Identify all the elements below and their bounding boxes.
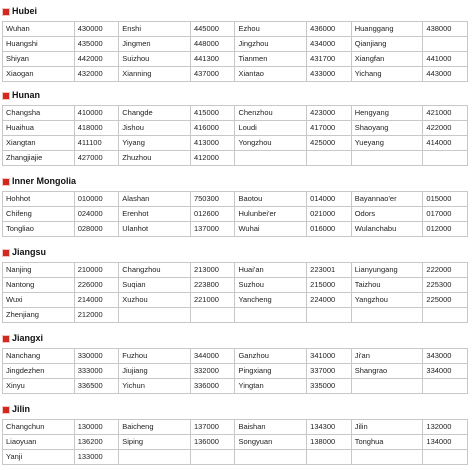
postal-code-cell: 214000 <box>74 293 119 308</box>
city-name-cell: Ji'an <box>351 349 423 364</box>
postal-code-cell: 448000 <box>190 37 235 52</box>
postal-code-cell: 133000 <box>74 450 119 465</box>
postal-code-cell: 224000 <box>307 293 352 308</box>
postal-code-cell: 423000 <box>307 106 352 121</box>
postal-code-cell: 134300 <box>307 420 352 435</box>
bullet-square-icon <box>2 8 10 16</box>
city-name-cell: Nantong <box>3 278 75 293</box>
city-name-cell: Baotou <box>235 192 307 207</box>
city-name-cell: Yongzhou <box>235 136 307 151</box>
postal-code-cell: 021000 <box>307 207 352 222</box>
city-name-cell <box>119 450 191 465</box>
postal-code-cell: 024000 <box>74 207 119 222</box>
postal-code-cell <box>307 151 352 166</box>
city-name-cell: Xianning <box>119 67 191 82</box>
city-name-cell: Songyuan <box>235 435 307 450</box>
city-name-cell: Jingmen <box>119 37 191 52</box>
postal-code-cell: 012000 <box>423 222 468 237</box>
city-name-cell: Yingtan <box>235 379 307 394</box>
city-name-cell: Pingxiang <box>235 364 307 379</box>
postal-code-cell: 012600 <box>190 207 235 222</box>
bullet-square-icon <box>2 249 10 257</box>
city-name-cell: Zhuzhou <box>119 151 191 166</box>
city-name-cell: Yanji <box>3 450 75 465</box>
table-row <box>3 121 468 136</box>
postal-code-cell: 422000 <box>423 121 468 136</box>
postal-code-cell: 336000 <box>190 379 235 394</box>
city-name-cell: Hengyang <box>351 106 423 121</box>
city-name-cell: Xiantao <box>235 67 307 82</box>
city-name-cell: Zhangjiajie <box>3 151 75 166</box>
postal-code-cell: 443000 <box>423 67 468 82</box>
postal-code-cell: 015000 <box>423 192 468 207</box>
city-name-cell: Huanggang <box>351 22 423 37</box>
city-name-cell: Chenzhou <box>235 106 307 121</box>
city-name-cell: Erenhot <box>119 207 191 222</box>
city-name-cell: Wuhan <box>3 22 75 37</box>
postal-code-cell: 137000 <box>190 420 235 435</box>
postal-code-cell: 436000 <box>307 22 352 37</box>
postal-code-cell: 010000 <box>74 192 119 207</box>
section-header <box>0 174 470 189</box>
postal-code-cell: 427000 <box>74 151 119 166</box>
postal-code-cell: 136000 <box>190 435 235 450</box>
city-name-cell: Suqian <box>119 278 191 293</box>
city-name-cell <box>235 450 307 465</box>
postal-code-cell: 225000 <box>423 293 468 308</box>
city-postal-table <box>2 348 468 394</box>
postal-code-cell: 334000 <box>423 364 468 379</box>
postal-code-cell: 430000 <box>74 22 119 37</box>
section-header <box>0 245 470 260</box>
province-title: Inner Mongolia <box>12 176 76 186</box>
postal-code-cell: 226000 <box>74 278 119 293</box>
postal-code-cell: 017000 <box>423 207 468 222</box>
postal-code-cell <box>190 308 235 323</box>
postal-code-cell: 435000 <box>74 37 119 52</box>
bullet-square-icon <box>2 335 10 343</box>
city-name-cell: Loudi <box>235 121 307 136</box>
city-name-cell: Jilin <box>351 420 423 435</box>
postal-code-cell: 014000 <box>307 192 352 207</box>
city-name-cell: Siping <box>119 435 191 450</box>
city-name-cell: Changchun <box>3 420 75 435</box>
city-name-cell: Suizhou <box>119 52 191 67</box>
city-name-cell: Baicheng <box>119 420 191 435</box>
table-row <box>3 263 468 278</box>
table-row <box>3 136 468 151</box>
city-name-cell: Shangrao <box>351 364 423 379</box>
city-name-cell: Lianyungang <box>351 263 423 278</box>
province-section <box>0 402 470 461</box>
city-name-cell: Hohhot <box>3 192 75 207</box>
city-name-cell: Zhenjiang <box>3 308 75 323</box>
city-name-cell: Jiujiang <box>119 364 191 379</box>
city-name-cell: Changsha <box>3 106 75 121</box>
city-name-cell: Shiyan <box>3 52 75 67</box>
postal-code-cell: 445000 <box>190 22 235 37</box>
city-name-cell: Jishou <box>119 121 191 136</box>
city-name-cell: Wuhai <box>235 222 307 237</box>
postal-code-cell: 418000 <box>74 121 119 136</box>
city-name-cell: Yiyang <box>119 136 191 151</box>
table-row <box>3 364 468 379</box>
city-name-cell: Ganzhou <box>235 349 307 364</box>
city-name-cell: Baishan <box>235 420 307 435</box>
postal-code-cell: 750300 <box>190 192 235 207</box>
table-row <box>3 308 468 323</box>
city-name-cell: Fuzhou <box>119 349 191 364</box>
section-header <box>0 4 470 19</box>
city-name-cell: Nanjing <box>3 263 75 278</box>
province-title: Hubei <box>12 6 38 16</box>
postal-code-cell: 134000 <box>423 435 468 450</box>
postal-code-cell: 433000 <box>307 67 352 82</box>
city-name-cell: Changzhou <box>119 263 191 278</box>
table-row <box>3 106 468 121</box>
city-name-cell: Changde <box>119 106 191 121</box>
city-name-cell: Alashan <box>119 192 191 207</box>
postal-code-cell: 441000 <box>423 52 468 67</box>
city-name-cell: Suzhou <box>235 278 307 293</box>
postal-code-cell: 223800 <box>190 278 235 293</box>
city-name-cell: Huai'an <box>235 263 307 278</box>
city-postal-table <box>2 105 468 166</box>
city-name-cell: Jingzhou <box>235 37 307 52</box>
city-name-cell: Xinyu <box>3 379 75 394</box>
city-name-cell: Qianjiang <box>351 37 423 52</box>
city-name-cell <box>119 308 191 323</box>
province-section <box>0 4 470 78</box>
postal-code-cell: 221000 <box>190 293 235 308</box>
postal-code-cell: 438000 <box>423 22 468 37</box>
city-name-cell: Liaoyuan <box>3 435 75 450</box>
city-name-cell: Tianmen <box>235 52 307 67</box>
postal-code-cell: 136200 <box>74 435 119 450</box>
postal-code-cell: 411100 <box>74 136 119 151</box>
postal-code-cell: 343000 <box>423 349 468 364</box>
province-section <box>0 331 470 390</box>
postal-code-cell: 330000 <box>74 349 119 364</box>
province-section <box>0 88 470 162</box>
city-name-cell: Nanchang <box>3 349 75 364</box>
table-row <box>3 207 468 222</box>
city-name-cell: Shaoyang <box>351 121 423 136</box>
city-name-cell: Huaihua <box>3 121 75 136</box>
postal-code-cell: 344000 <box>190 349 235 364</box>
bullet-square-icon <box>2 92 10 100</box>
postal-code-cell: 425000 <box>307 136 352 151</box>
postal-code-cell <box>307 308 352 323</box>
postal-code-cell: 215000 <box>307 278 352 293</box>
postal-code-cell: 437000 <box>190 67 235 82</box>
city-name-cell <box>351 379 423 394</box>
postal-code-cell: 441300 <box>190 52 235 67</box>
city-name-cell: Chifeng <box>3 207 75 222</box>
city-name-cell: Yichun <box>119 379 191 394</box>
table-row <box>3 293 468 308</box>
table-row <box>3 278 468 293</box>
postal-code-cell <box>307 450 352 465</box>
postal-code-cell: 130000 <box>74 420 119 435</box>
city-name-cell: Xiaogan <box>3 67 75 82</box>
postal-code-cell: 434000 <box>307 37 352 52</box>
city-name-cell: Xiangfan <box>351 52 423 67</box>
postal-code-cell: 332000 <box>190 364 235 379</box>
province-title: Hunan <box>12 90 40 100</box>
postal-code-cell: 416000 <box>190 121 235 136</box>
postal-code-cell: 432000 <box>74 67 119 82</box>
table-row <box>3 52 468 67</box>
city-name-cell: Wulanchabu <box>351 222 423 237</box>
postal-code-cell <box>190 450 235 465</box>
postal-code-cell: 223001 <box>307 263 352 278</box>
postal-code-cell: 410000 <box>74 106 119 121</box>
province-section <box>0 174 470 233</box>
section-header <box>0 402 470 417</box>
city-name-cell: Odors <box>351 207 423 222</box>
city-postal-table <box>2 191 468 237</box>
city-postal-table <box>2 262 468 323</box>
table-row <box>3 349 468 364</box>
city-name-cell: Jingdezhen <box>3 364 75 379</box>
table-row <box>3 37 468 52</box>
table-row <box>3 435 468 450</box>
city-name-cell: Bayannao'er <box>351 192 423 207</box>
postal-code-cell: 414000 <box>423 136 468 151</box>
postal-code-cell: 417000 <box>307 121 352 136</box>
table-row <box>3 379 468 394</box>
postal-code-cell: 225300 <box>423 278 468 293</box>
postal-code-cell: 431700 <box>307 52 352 67</box>
province-title: Jiangsu <box>12 247 47 257</box>
postal-code-cell: 442000 <box>74 52 119 67</box>
postal-code-cell <box>423 151 468 166</box>
city-name-cell: Yangzhou <box>351 293 423 308</box>
postal-code-cell: 413000 <box>190 136 235 151</box>
city-name-cell: Xiangtan <box>3 136 75 151</box>
postal-code-cell: 210000 <box>74 263 119 278</box>
city-name-cell: Ulanhot <box>119 222 191 237</box>
postal-code-cell: 222000 <box>423 263 468 278</box>
postal-code-cell: 016000 <box>307 222 352 237</box>
city-name-cell <box>351 151 423 166</box>
table-row <box>3 222 468 237</box>
city-name-cell: Hulunbei'er <box>235 207 307 222</box>
section-header <box>0 331 470 346</box>
city-name-cell <box>235 151 307 166</box>
bullet-square-icon <box>2 178 10 186</box>
postal-code-cell: 335000 <box>307 379 352 394</box>
city-name-cell: Ezhou <box>235 22 307 37</box>
table-row <box>3 192 468 207</box>
postal-code-cell: 132000 <box>423 420 468 435</box>
table-row <box>3 420 468 435</box>
postal-code-cell <box>423 379 468 394</box>
city-name-cell: Yueyang <box>351 136 423 151</box>
city-postal-table <box>2 419 468 465</box>
postal-code-cell: 138000 <box>307 435 352 450</box>
postal-code-cell: 333000 <box>74 364 119 379</box>
postal-code-cell: 337000 <box>307 364 352 379</box>
postal-code-cell: 421000 <box>423 106 468 121</box>
postal-code-cell: 028000 <box>74 222 119 237</box>
city-name-cell <box>351 450 423 465</box>
city-name-cell: Tonghua <box>351 435 423 450</box>
city-name-cell: Huangshi <box>3 37 75 52</box>
city-name-cell: Taizhou <box>351 278 423 293</box>
table-row <box>3 450 468 465</box>
postal-code-cell <box>423 308 468 323</box>
city-name-cell: Xuzhou <box>119 293 191 308</box>
postal-code-cell: 415000 <box>190 106 235 121</box>
table-row <box>3 67 468 82</box>
city-postal-table <box>2 21 468 82</box>
city-name-cell <box>351 308 423 323</box>
postal-code-cell: 213000 <box>190 263 235 278</box>
province-title: Jilin <box>12 404 31 414</box>
city-name-cell: Wuxi <box>3 293 75 308</box>
postal-code-cell: 137000 <box>190 222 235 237</box>
postal-code-cell: 336500 <box>74 379 119 394</box>
city-name-cell: Enshi <box>119 22 191 37</box>
city-name-cell: Yancheng <box>235 293 307 308</box>
postal-code-cell <box>423 450 468 465</box>
section-header <box>0 88 470 103</box>
postal-code-cell: 212000 <box>74 308 119 323</box>
city-name-cell: Tongliao <box>3 222 75 237</box>
postal-code-cell <box>423 37 468 52</box>
table-row <box>3 22 468 37</box>
province-section <box>0 245 470 319</box>
table-row <box>3 151 468 166</box>
city-name-cell <box>235 308 307 323</box>
bullet-square-icon <box>2 406 10 414</box>
postal-code-cell: 341000 <box>307 349 352 364</box>
province-title: Jiangxi <box>12 333 44 343</box>
postal-code-cell: 412000 <box>190 151 235 166</box>
city-name-cell: Yichang <box>351 67 423 82</box>
